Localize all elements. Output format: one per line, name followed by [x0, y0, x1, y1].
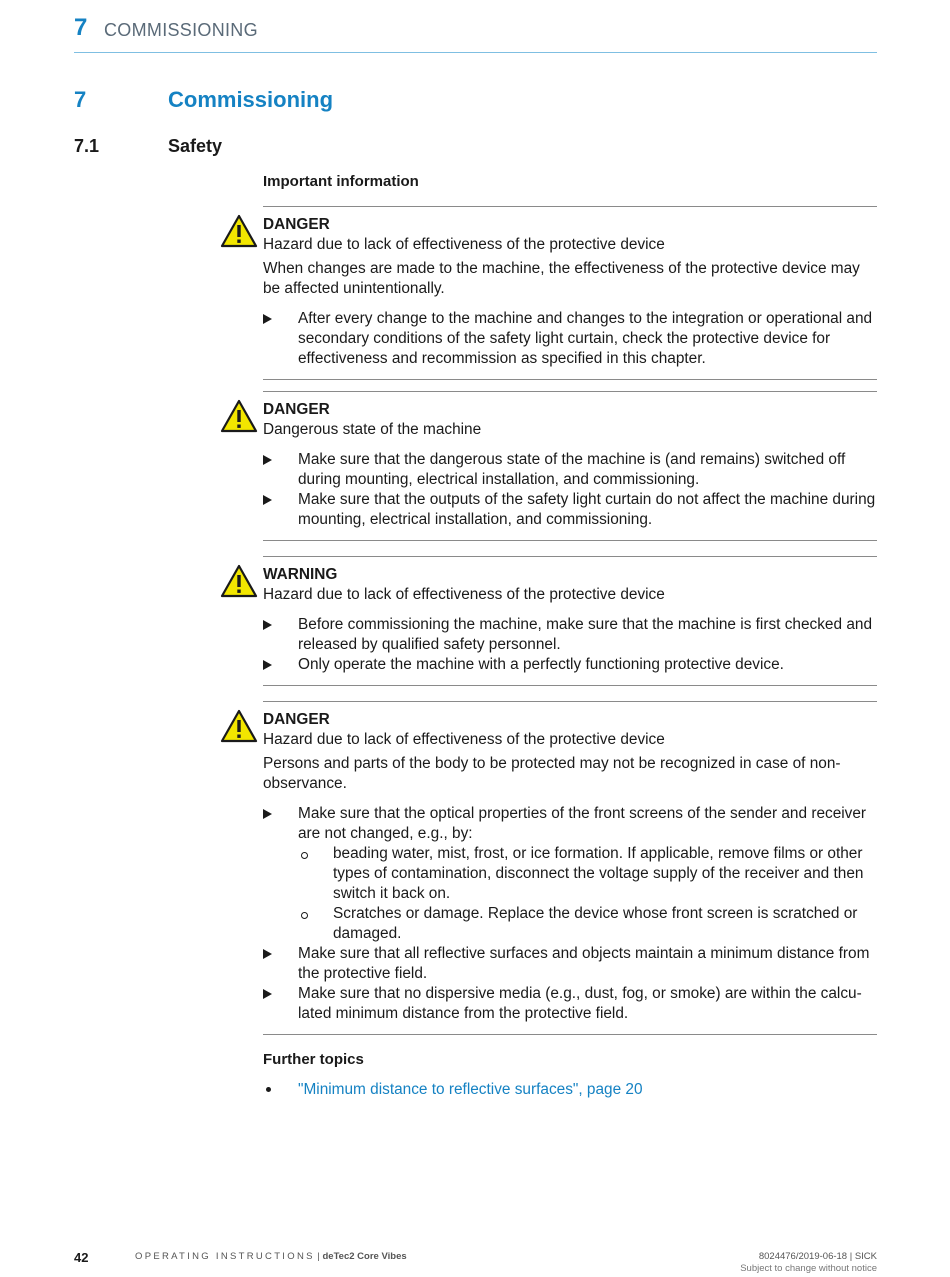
- list-item-text: Make sure that no dispersive media (e.g., dust, fog, or smoke) are within the calcu-lated minimum distance from the protective field.: [298, 985, 862, 1022]
- bullet-arrow-icon: [263, 314, 272, 324]
- box-top-rule: [263, 206, 877, 207]
- cross-reference-link[interactable]: "Minimum distance to reflective surfaces", page 20: [298, 1081, 643, 1098]
- sub-list-item-text: Scratches or damage. Replace the device whose front screen is scratched or damaged.: [333, 905, 858, 942]
- box-bottom-rule: [263, 685, 877, 686]
- list-item-text: Make sure that the outputs of the safety light curtain do not affect the machine during mounting, electrical installation, and commissioning.: [298, 491, 876, 528]
- sub-list-item: [263, 904, 877, 944]
- warning-subtitle: Hazard due to lack of effectiveness of the protective device: [263, 586, 665, 603]
- list-item-text: Make sure that the dangerous state of the machine is (and remains) switched off during mounting, electrical installation, and commissioning.: [298, 451, 846, 488]
- section-number: 7: [74, 87, 87, 112]
- warning-subtitle: Dangerous state of the machine: [263, 421, 482, 438]
- footer-doc-info: OPERATING INSTRUCTIONS | deTec2 Core Vibes: [135, 1251, 407, 1262]
- subsection-number: 7.1: [74, 136, 100, 156]
- danger-box-1: [263, 206, 877, 380]
- list-item: [263, 804, 877, 844]
- list-item-text: Make sure that all reflective surfaces and objects maintain a minimum distance from the protective field.: [298, 945, 870, 982]
- box-bottom-rule: [263, 1034, 877, 1035]
- page-number: 42: [74, 1250, 89, 1265]
- danger-box-3: [263, 701, 877, 1035]
- important-information-heading: Important information: [263, 173, 419, 190]
- list-item: [263, 655, 877, 675]
- warning-paragraph: Persons and parts of the body to be protected may not be recognized in case of non-observance.: [263, 755, 841, 792]
- list-item: [263, 615, 877, 655]
- warning-type: DANGER: [263, 401, 330, 418]
- warning-paragraph: When changes are made to the machine, the effectiveness of the protective device may be affected unintentionally.: [263, 260, 860, 297]
- subsection-title: Safety: [168, 136, 223, 156]
- bullet-arrow-icon: [263, 809, 272, 819]
- list-item: [263, 944, 877, 984]
- list-item-text: After every change to the machine and changes to the integration or operational and secondary conditions of the safety light curtain, check the protective device for effectiveness and recommission as specified in this chapter.: [298, 310, 873, 367]
- list-item: [263, 984, 877, 1024]
- warning-subtitle: Hazard due to lack of effectiveness of the protective device: [263, 731, 665, 748]
- footer-notice: Subject to change without notice: [740, 1263, 877, 1274]
- warning-type: WARNING: [263, 566, 338, 583]
- sub-list-item-text: beading water, mist, frost, or ice formation. If applicable, remove films or other types of contamination, disconnect the voltage supply of the receiver and then switch it back on.: [333, 845, 864, 902]
- warning-type: DANGER: [263, 711, 330, 728]
- sub-list-item: [263, 844, 877, 904]
- bullet-arrow-icon: [263, 660, 272, 670]
- bullet-arrow-icon: [263, 949, 272, 959]
- bullet-arrow-icon: [263, 620, 272, 630]
- further-topics-heading: Further topics: [263, 1051, 364, 1068]
- warning-triangle-icon: [220, 214, 258, 248]
- danger-box-2: [263, 391, 877, 541]
- bullet-arrow-icon: [263, 455, 272, 465]
- warning-type: DANGER: [263, 216, 330, 233]
- warning-subtitle: Hazard due to lack of effectiveness of the protective device: [263, 236, 665, 253]
- header-chapter-number: 7: [74, 14, 88, 41]
- bullet-dot-icon: [266, 1087, 271, 1092]
- box-top-rule: [263, 391, 877, 392]
- box-bottom-rule: [263, 379, 877, 380]
- warning-triangle-icon: [220, 709, 258, 743]
- list-item: [263, 309, 877, 369]
- list-item-text: Make sure that the optical properties of the front screens of the sender and receiver are not changed, e.g., by:: [298, 805, 867, 842]
- circle-bullet-icon: [301, 852, 308, 859]
- circle-bullet-icon: [301, 912, 308, 919]
- list-item-text: Before commissioning the machine, make sure that the machine is first checked and released by qualified safety personnel.: [298, 616, 873, 653]
- box-top-rule: [263, 556, 877, 557]
- list-item-text: Only operate the machine with a perfectly functioning protective device.: [298, 656, 784, 673]
- box-top-rule: [263, 701, 877, 702]
- warning-box: [263, 556, 877, 686]
- header-rule: [74, 52, 877, 53]
- box-bottom-rule: [263, 540, 877, 541]
- footer-doc-type: OPERATING INSTRUCTIONS: [135, 1251, 315, 1262]
- list-item: [263, 450, 877, 490]
- bullet-arrow-icon: [263, 989, 272, 999]
- list-item: [263, 490, 877, 530]
- section-title: Commissioning: [168, 87, 334, 112]
- warning-triangle-icon: [220, 564, 258, 598]
- footer-product: deTec2 Core Vibes: [322, 1251, 407, 1262]
- footer-doc-id: 8024476/2019-06-18 | SICK: [758, 1251, 877, 1262]
- bullet-arrow-icon: [263, 495, 272, 505]
- warning-triangle-icon: [220, 399, 258, 433]
- header-chapter-title: COMMISSIONING: [104, 20, 258, 40]
